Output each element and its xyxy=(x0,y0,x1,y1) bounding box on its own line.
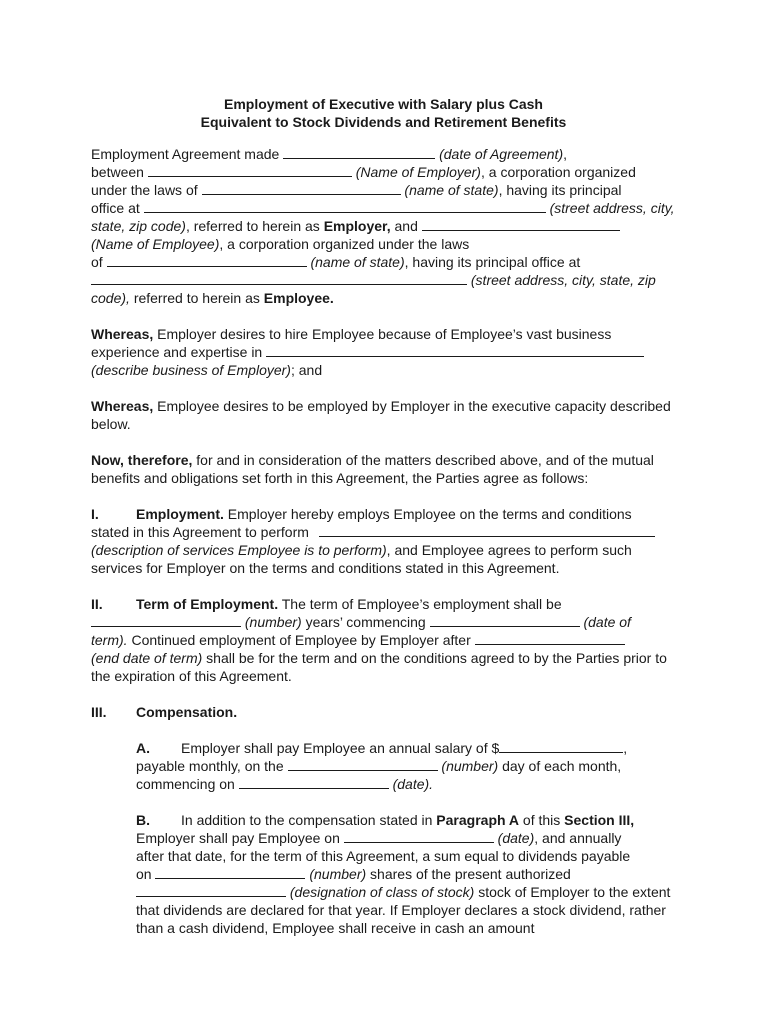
text: stated in this Agreement to perform xyxy=(91,524,309,540)
hint-text: (date of xyxy=(583,614,631,630)
title-line-1: Employment of Executive with Salary plus Cash xyxy=(224,96,543,112)
hint-text: (number) xyxy=(244,614,302,630)
text: ; and xyxy=(290,362,323,378)
text: office at xyxy=(91,200,140,216)
section-heading: Term of Employment. xyxy=(136,596,279,612)
document xyxy=(91,95,676,937)
hint-text: (number) xyxy=(441,758,499,774)
text: Employer hereby employs Employee on the terms and conditions xyxy=(227,506,632,522)
text: referred to herein as xyxy=(133,290,260,306)
text: , a corporation organized xyxy=(480,164,636,180)
text: Employer shall pay Employee an annual salary of $ xyxy=(181,740,500,756)
text: , a corporation organized under the laws xyxy=(219,236,470,252)
section-3-paragraph-b xyxy=(136,811,676,937)
blank-field[interactable] xyxy=(148,163,352,177)
blank-field[interactable] xyxy=(155,865,305,879)
blank-field[interactable] xyxy=(91,613,241,627)
title-line-2: Equivalent to Stock Dividends and Retirement Benefits xyxy=(200,114,567,130)
text: day of each month, xyxy=(502,758,622,774)
lead-word: Now, therefore, xyxy=(91,452,193,468)
hint-text: term). xyxy=(91,632,128,648)
text: stock of Employer to the extent that dividends are declared for that year. If Employer declares a stock dividend, rather than a cash dividend, Employee shall receive in cash an amount xyxy=(136,884,671,936)
text: , and Employee agrees to perform such services for Employer on the terms and conditions stated in this Agreement. xyxy=(91,542,632,576)
section-1 xyxy=(91,505,676,577)
text: after that date, for the term of this Agreement, a sum equal to dividends payable xyxy=(136,848,631,864)
paragraph-label: B. xyxy=(136,812,150,828)
text: , xyxy=(623,740,628,756)
intro-paragraph: Employment Agreement made (date of Agreement), between (Name of Employer), a corporation organized under the laws of (name of state), having its principal office at (street address, city, state, zip code), referred to herein as Employer, and (Name of Employee), a corporation organized under the laws of (name of state), having its principal office at (street address, city, state, zip code), referred to herein as Employee. xyxy=(91,146,675,306)
section-heading: Compensation. xyxy=(136,704,238,720)
hint-text: (description of services Employee is to perform) xyxy=(91,542,387,558)
hint-text: (number) xyxy=(309,866,367,882)
blank-field[interactable] xyxy=(430,613,580,627)
whereas-paragraph-1 xyxy=(91,325,676,379)
text: under the laws of xyxy=(91,182,198,198)
hint-text: (Name of Employee) xyxy=(91,236,220,252)
text: Employee desires to be employed by Employer in the executive capacity described below. xyxy=(91,398,671,432)
text: commencing on xyxy=(136,776,235,792)
defined-term: Employee. xyxy=(263,290,334,306)
text: In addition to the compensation stated in xyxy=(181,812,433,828)
text: , having its principal office at xyxy=(404,254,581,270)
section-heading: Employment. xyxy=(136,506,224,522)
blank-field[interactable] xyxy=(499,739,623,753)
text: , referred to herein as xyxy=(185,218,320,234)
blank-field[interactable] xyxy=(202,181,401,195)
section-2 xyxy=(91,595,676,685)
hint-text: code), xyxy=(91,290,130,306)
text: for and in consideration of the matters described above, and of the mutual benefits and obligations set forth in this Agreement, the Parties agree as follows: xyxy=(91,452,654,486)
hint-text: (street address, city, state, zip xyxy=(470,272,656,288)
blank-field[interactable] xyxy=(475,631,625,645)
now-therefore-paragraph xyxy=(91,451,676,487)
lead-word: Whereas, xyxy=(91,398,154,414)
text: Continued employment of Employee by Employer after xyxy=(131,632,471,648)
hint-text: (describe business of Employer) xyxy=(91,362,291,378)
lead-word: Whereas, xyxy=(91,326,154,342)
section-3-paragraph-a xyxy=(136,739,676,793)
section-number: I. xyxy=(91,506,99,522)
text: experience and expertise in xyxy=(91,344,263,360)
blank-field[interactable] xyxy=(107,253,307,267)
text: , and annually xyxy=(534,830,622,846)
paragraph-label: A. xyxy=(136,740,150,756)
blank-field[interactable] xyxy=(288,757,438,771)
hint-text: (end date of term) xyxy=(91,650,203,666)
text: Employment Agreement made xyxy=(91,146,280,162)
blank-field[interactable] xyxy=(344,829,494,843)
blank-field[interactable] xyxy=(91,271,467,285)
hint-text: (date of Agreement) xyxy=(439,146,564,162)
hint-text: (date). xyxy=(392,776,434,792)
hint-text: (street address, city, xyxy=(549,200,675,216)
blank-field[interactable] xyxy=(422,217,620,231)
section-3 xyxy=(91,703,676,721)
cross-reference: Section III, xyxy=(564,812,635,828)
section-number: III. xyxy=(91,704,107,720)
blank-field[interactable] xyxy=(144,199,546,213)
text: shares of the present authorized xyxy=(370,866,571,882)
blank-field[interactable] xyxy=(319,523,655,537)
text: of this xyxy=(522,812,561,828)
text: of xyxy=(91,254,103,270)
hint-text: (date) xyxy=(497,830,535,846)
hint-text: (designation of class of stock) xyxy=(289,884,475,900)
hint-text: (name of state) xyxy=(404,182,499,198)
cross-reference: Paragraph A xyxy=(436,812,520,828)
text: payable monthly, on the xyxy=(136,758,284,774)
text: , having its principal xyxy=(498,182,622,198)
text: between xyxy=(91,164,144,180)
text: years’ commencing xyxy=(305,614,426,630)
blank-field[interactable] xyxy=(136,883,286,897)
blank-field[interactable] xyxy=(266,343,644,357)
text: and xyxy=(394,218,418,234)
text: shall be for the term and on the conditions agreed to by the Parties prior to the expiration of this Agreement. xyxy=(91,650,667,684)
whereas-paragraph-2 xyxy=(91,397,676,433)
text: Employer shall pay Employee on xyxy=(136,830,340,846)
text: Employer desires to hire Employee because of Employee’s vast business xyxy=(157,326,612,342)
text: on xyxy=(136,866,152,882)
text: The term of Employee’s employment shall be xyxy=(281,596,562,612)
hint-text: (Name of Employer) xyxy=(355,164,481,180)
hint-text: state, zip code) xyxy=(91,218,186,234)
defined-term: Employer, xyxy=(323,218,391,234)
section-number: II. xyxy=(91,596,103,612)
blank-field[interactable] xyxy=(239,775,389,789)
blank-field[interactable] xyxy=(283,145,435,159)
hint-text: (name of state) xyxy=(310,254,405,270)
